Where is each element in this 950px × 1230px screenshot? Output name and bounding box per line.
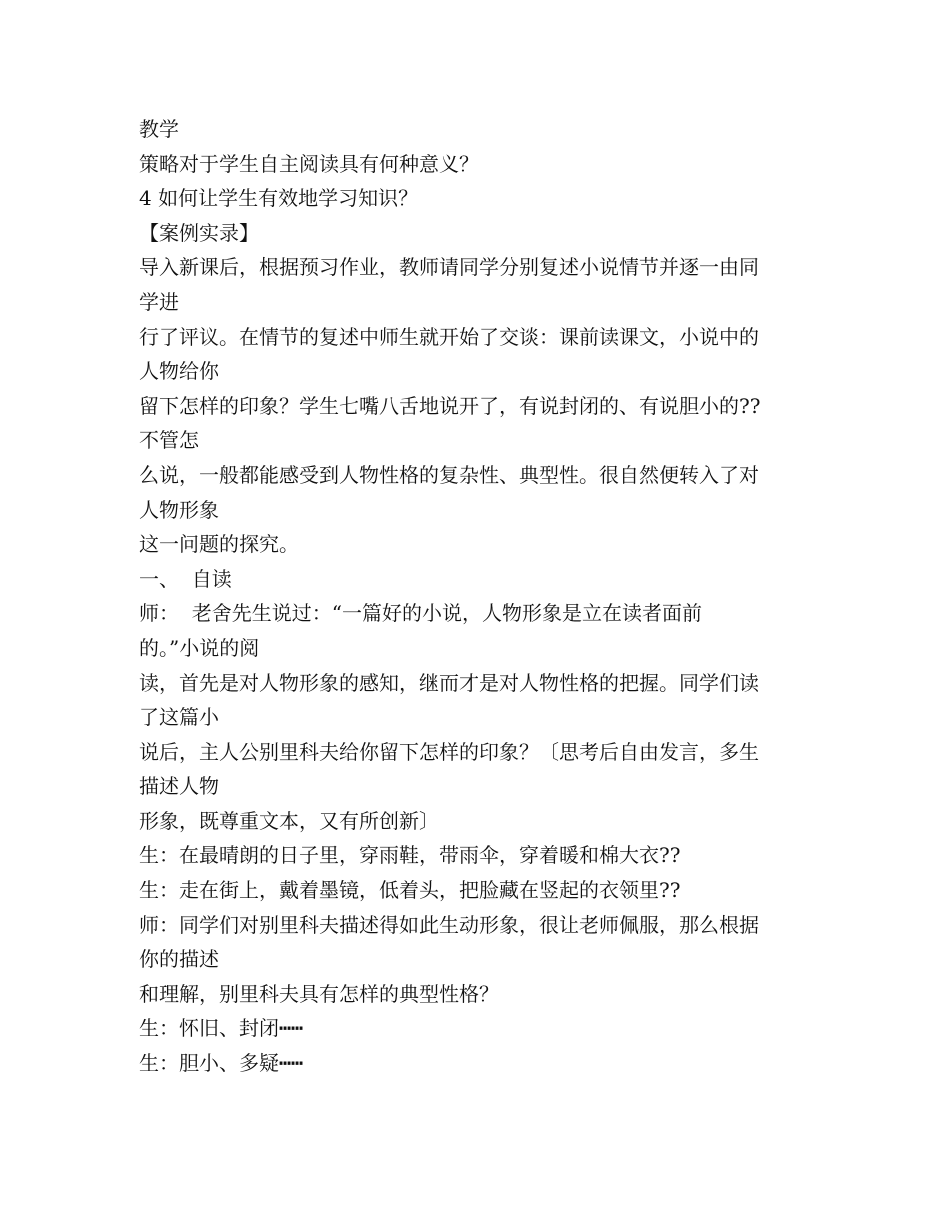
text-line: 你的描述 [139,947,219,972]
text-line: 和理解，别里科夫具有怎样的典型性格？ [139,981,499,1006]
text-line: 生：在最晴朗的日子里，穿雨鞋，带雨伞，穿着暖和棉大衣?? [139,843,681,868]
text-line: 生：走在街上，戴着墨镜，低着头，把脸藏在竖起的衣领里?? [139,878,681,903]
text-line: 描述人物 [139,774,219,799]
text-line: 读，首先是对人物形象的感知，继而才是对人物性格的把握。同学们读 [139,670,759,695]
text-line: 4 如何让学生有效地学习知识？ [139,186,419,211]
text-line: 留下怎样的印象？学生七嘴八舌地说开了，有说封闭的、有说胆小的?? [139,393,761,418]
text-line: 说后，主人公别里科夫给你留下怎样的印象？〔思考后自由发言，多生 [139,739,759,764]
text-line: 不管怎 [139,428,199,453]
text-line: 学进 [139,289,179,314]
section-heading: 【案例实录】 [139,220,259,245]
text-line: 的。”小说的阅 [139,635,260,660]
text-line: 这一问题的探究。 [139,532,299,557]
text-line: 生：怀旧、封闭┅┅ [139,1016,304,1041]
text-line: 了这篇小 [139,705,219,730]
text-line: 策略对于学生自主阅读具有何种意义？ [139,151,479,176]
text-line: 形象，既尊重文本，又有所创新〕 [139,808,439,833]
text-line: 行了评议。在情节的复述中师生就开始了交谈：课前读课文，小说中的 [139,324,759,349]
text-line: 教学 [139,117,179,141]
text-line: 师： 老舍先生说过：“一篇好的小说，人物形象是立在读者面前 [139,601,702,626]
text-line: 人物形象 [139,497,219,522]
text-line: 导入新课后，根据预习作业，教师请同学分别复述小说情节并逐一由同 [139,255,759,280]
text-line: 生：胆小、多疑┅┅ [139,1051,304,1076]
text-line: 人物给你 [139,359,219,384]
document-body [139,112,819,1081]
section-heading: 一、 自读 [139,566,232,591]
text-line: 师：同学们对别里科夫描述得如此生动形象，很让老师佩服，那么根据 [139,912,759,937]
text-line: 么说，一般都能感受到人物性格的复杂性、典型性。很自然便转入了对 [139,462,759,487]
